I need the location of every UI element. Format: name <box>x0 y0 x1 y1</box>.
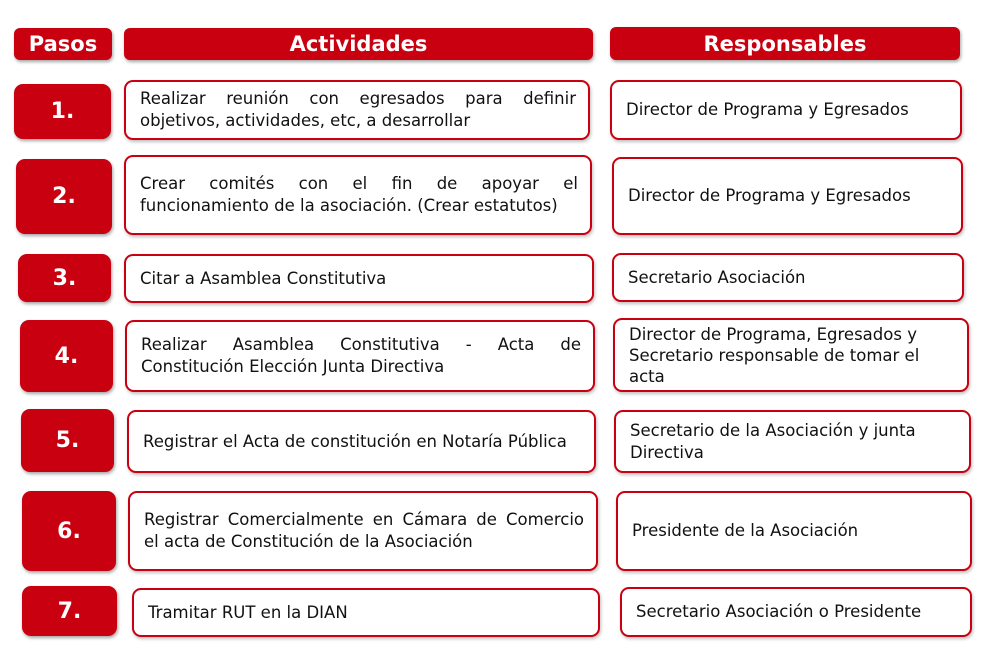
responsible-text: Secretario Asociación <box>628 267 806 287</box>
activity-box <box>127 410 596 473</box>
activity-text: Tramitar RUT en la DIAN <box>148 602 348 622</box>
responsible-text: Director de Programa y Egresados <box>626 100 909 119</box>
responsible-text: Secretario de la Asociación y junta Directiva <box>630 420 916 462</box>
step-number: 1. <box>14 84 111 139</box>
step-number: 5. <box>21 409 114 472</box>
responsible-box <box>616 491 972 571</box>
responsible-box <box>614 410 971 473</box>
activity-box <box>132 588 600 637</box>
activity-text: Realizar reunión con egresados para definir objetivos, actividades, etc, a desarrollar <box>140 89 576 130</box>
activity-text: Crear comités con el fin de apoyar el funcionamiento de la asociación. (Crear estatutos) <box>140 174 578 215</box>
activity-text: Citar a Asamblea Constitutiva <box>140 268 387 288</box>
activity-box <box>124 155 592 235</box>
responsible-box <box>620 587 972 637</box>
activity-text: Registrar el Acta de constitución en Notaría Pública <box>143 431 567 451</box>
responsible-text: Presidente de la Asociación <box>632 521 859 540</box>
step-number: 3. <box>18 254 111 302</box>
activity-box <box>125 320 595 392</box>
header-pasos: Pasos <box>14 28 112 60</box>
responsible-text: Secretario Asociación o Presidente <box>636 602 922 621</box>
responsible-text: Director de Programa, Egresados y Secretario responsable de tomar el acta <box>629 324 920 386</box>
responsible-box <box>612 253 964 302</box>
step-number: 6. <box>22 491 116 571</box>
responsible-box <box>612 157 963 235</box>
responsible-box <box>613 318 969 392</box>
activity-box <box>124 80 590 140</box>
responsible-text: Director de Programa y Egresados <box>628 186 911 205</box>
step-number: 4. <box>20 320 113 392</box>
activity-box <box>124 254 594 303</box>
activity-text: Realizar Asamblea Constitutiva - Acta de Constitución Elección Junta Directiva <box>141 335 581 376</box>
step-number: 7. <box>22 586 117 636</box>
header-responsables: Responsables <box>610 27 960 60</box>
header-actividades: Actividades <box>124 28 593 60</box>
activity-box <box>128 491 598 571</box>
activity-text: Registrar Comercialmente en Cámara de Comercio el acta de Constitución de la Asociación <box>144 510 584 551</box>
responsible-box <box>610 80 962 140</box>
step-number: 2. <box>16 159 112 234</box>
